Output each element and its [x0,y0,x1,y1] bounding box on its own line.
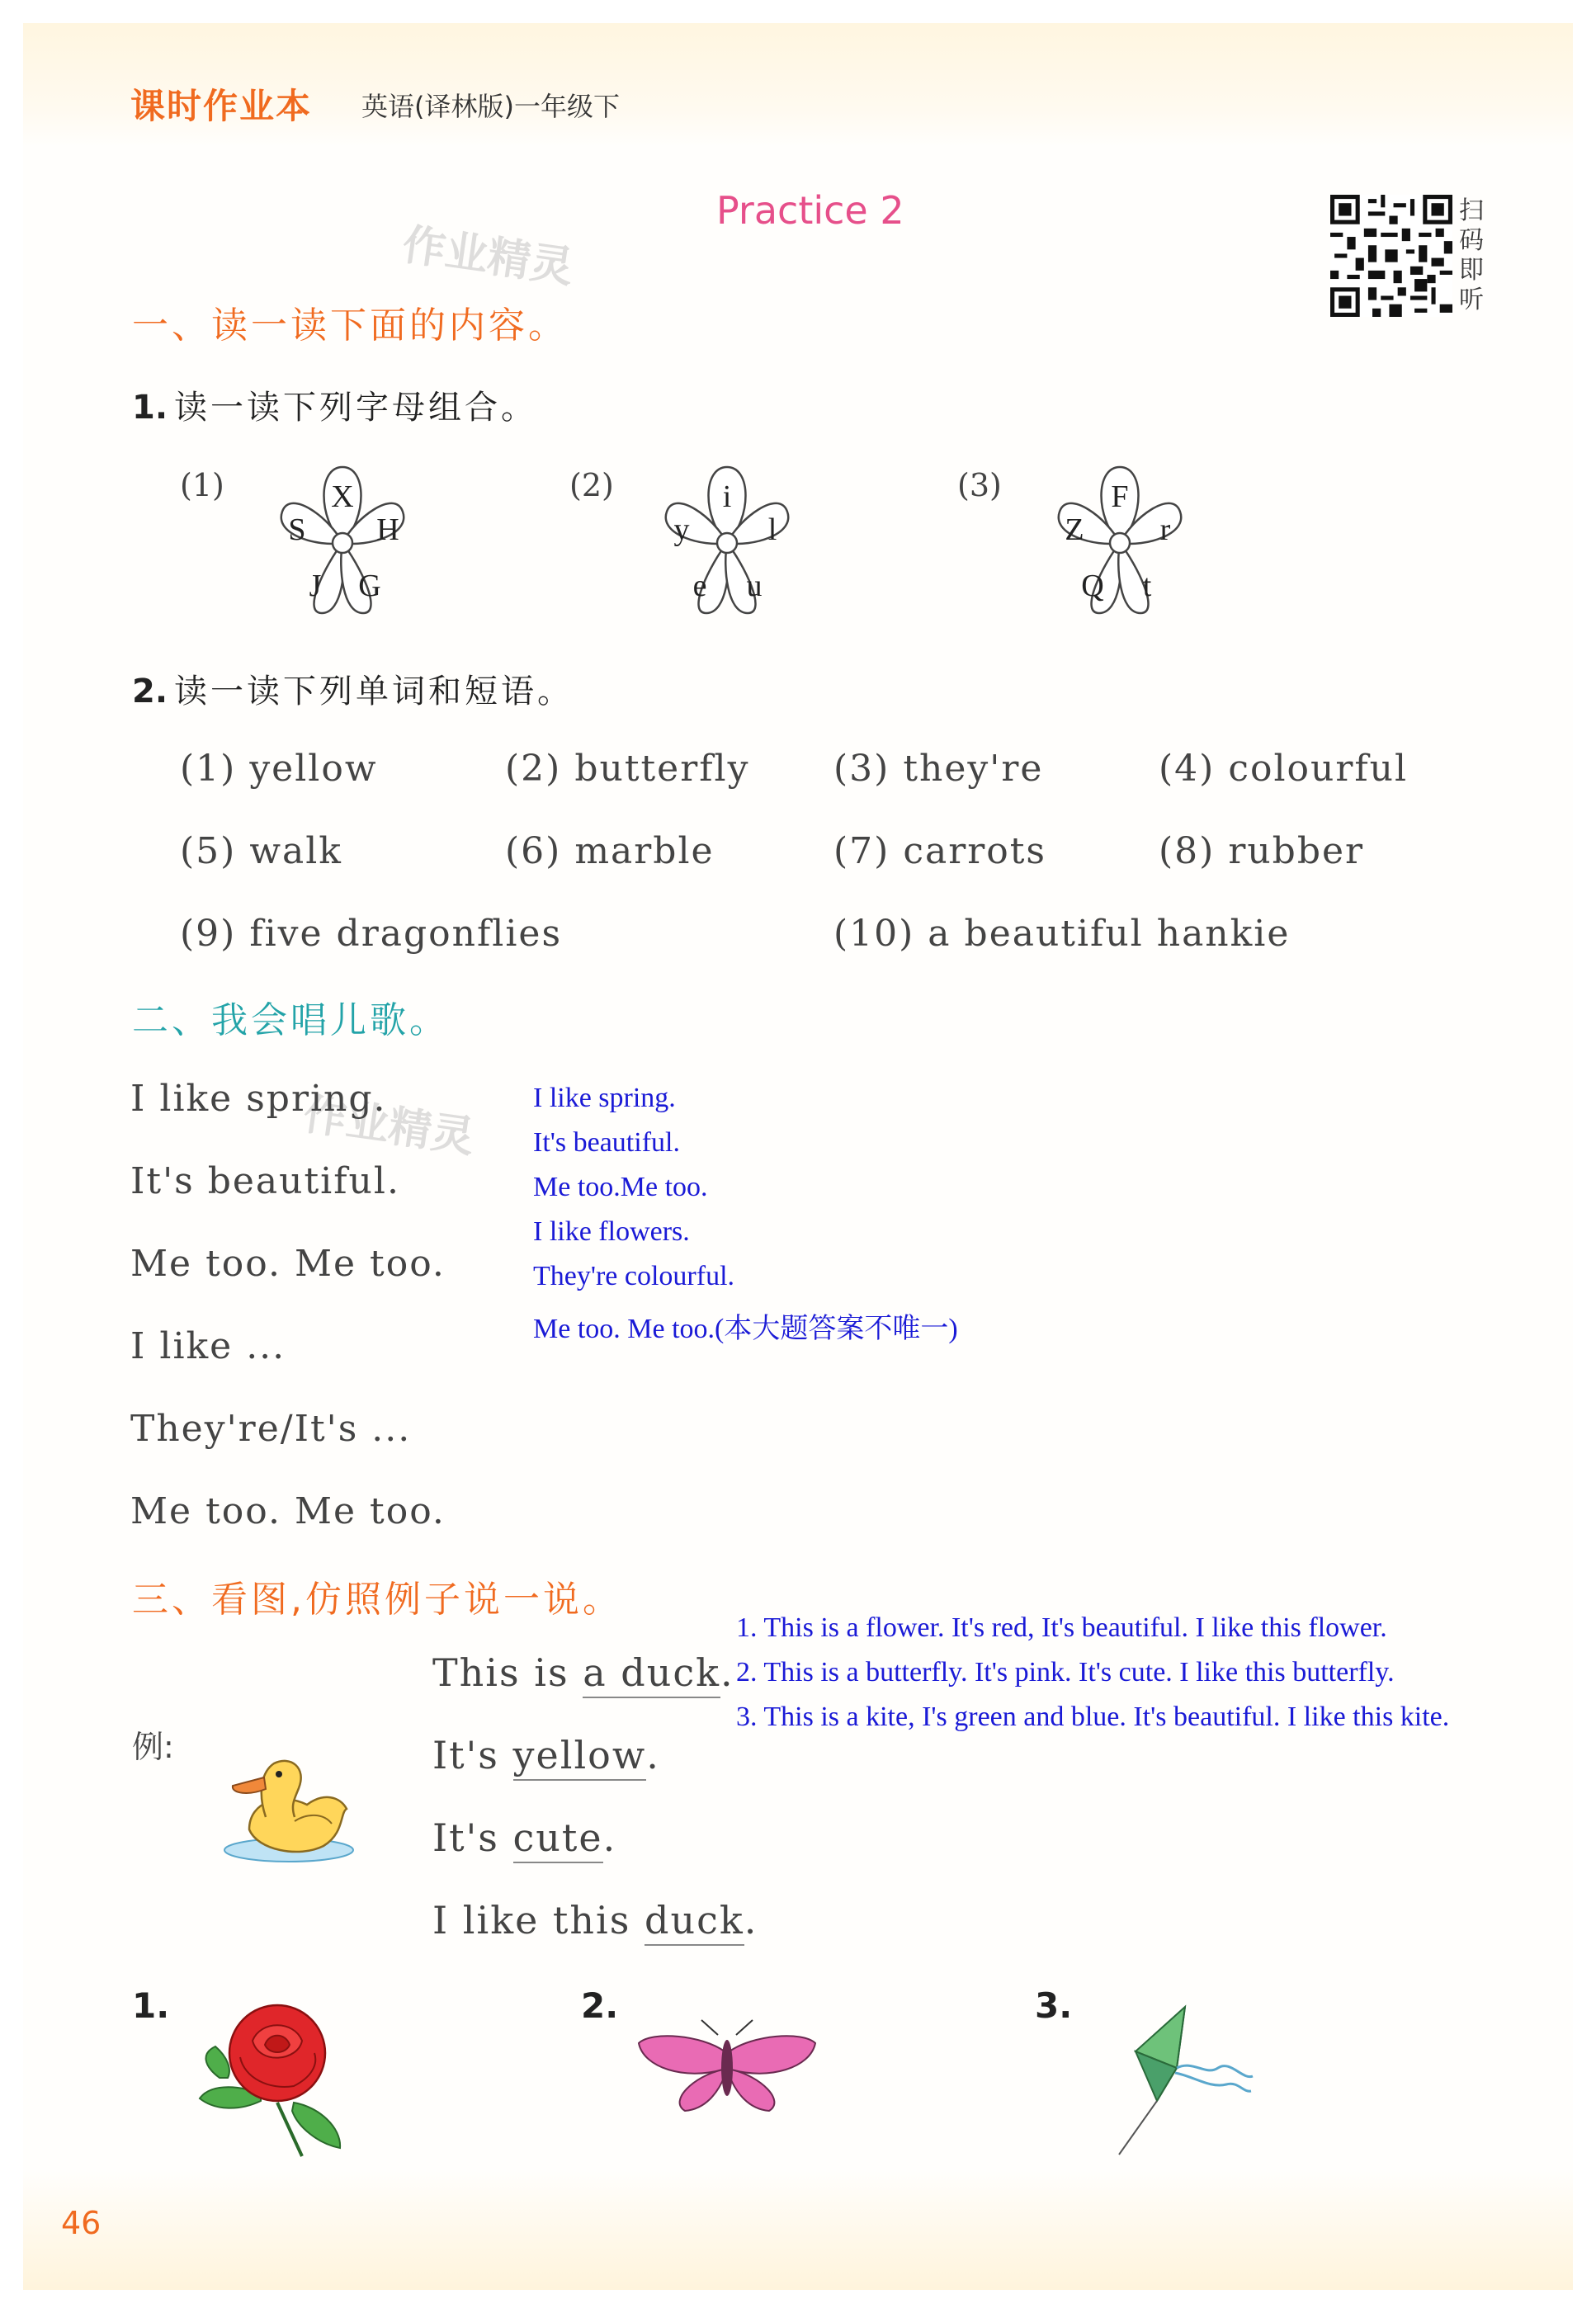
section-2-heading: 二、我会唱儿歌。 [132,999,449,1041]
example-text: It's [432,1815,513,1860]
answer-line: 3. This is a kite, I's green and blue. It's beautiful. I like this kite. [736,1702,1450,1732]
example-line [432,1733,660,1781]
flower-letter: y [673,512,690,547]
example-blank: duck [645,1898,744,1946]
duck-picture [216,1726,355,1868]
song-line: It's beautiful. [130,1160,400,1202]
flower-letter: S [288,512,306,547]
kite-picture [1111,2002,1256,2159]
word-item: (5) walk [180,830,342,872]
rose-picture [195,1995,352,2160]
flower-letter: H [376,512,399,547]
word-item: (3) they're [833,748,1044,790]
item-number: 1. [132,1985,170,2026]
answer-line: I like flowers. [533,1216,690,1247]
example-blank: yellow [513,1733,647,1781]
word-item: (1) yellow [180,748,378,790]
group-label: (3) [957,467,1002,503]
answer-line: Me too.Me too. [533,1172,708,1202]
qr-caption: 扫码即听 [1459,196,1484,314]
answer-line: They're colourful. [533,1261,735,1291]
watermark: 作业精灵 [300,1089,478,1164]
answer-line: 2. This is a butterfly. It's pink. It's cute. I like this butterfly. [736,1657,1395,1688]
song-line: They're/It's ... [130,1408,412,1450]
item-number: 3. [1035,1985,1073,2026]
word-item: (4) colourful [1159,748,1409,790]
example-label: 例: [132,1729,174,1765]
word-item: (8) rubber [1159,830,1365,872]
example-line [432,1815,616,1863]
example-text: . [602,1815,617,1860]
part-instruction: 读一读下列单词和短语。 [174,673,574,710]
answer-line: It's beautiful. [533,1127,680,1158]
word-item: (2) butterfly [505,748,750,790]
flower-letter: l [767,512,777,547]
flower-letter: u [746,569,763,603]
flower-letter: Q [1081,569,1104,603]
example-line [432,1898,758,1946]
answer-line: Me too. Me too.(本大题答案不唯一) [533,1314,958,1344]
example-text: I like this [432,1898,645,1942]
flower-letter: i [722,479,732,514]
letter-flower [1050,460,1190,617]
flower-letter: Z [1065,512,1084,547]
example-text: It's [432,1733,513,1777]
example-text: This is [432,1650,583,1695]
word-item: (7) carrots [833,830,1047,872]
answer-line: 1. This is a flower. It's red, It's beautiful. I like this flower. [736,1612,1387,1643]
butterfly-picture [635,2018,819,2117]
song-line: I like ... [130,1325,286,1367]
group-label: (2) [569,467,614,503]
song-line: Me too. Me too. [130,1243,446,1285]
flower-letter: J [309,569,322,603]
flower-letter: F [1111,479,1129,514]
section-3-heading: 三、看图,仿照例子说一说。 [132,1579,622,1621]
group-label: (1) [180,467,224,503]
section-1-part-2 [132,665,574,712]
example-text: . [720,1650,734,1695]
section-1-heading: 一、读一读下面的内容。 [132,304,568,347]
qr-code-icon[interactable] [1330,195,1452,317]
word-item: (9) five dragonflies [180,913,563,955]
letter-flower [657,460,797,617]
example-text: . [646,1733,660,1777]
page-title: Practice 2 [716,188,904,233]
header-brand: 课时作业本 [130,86,313,126]
watermark: 作业精灵 [399,219,577,294]
part-number: 2. [132,673,168,710]
item-number: 2. [581,1985,619,2026]
song-line: I like spring. [130,1078,387,1120]
footer-band [23,2170,1573,2290]
page-number: 46 [61,2205,102,2241]
word-item: (10) a beautiful hankie [833,913,1291,955]
example-blank: cute [513,1815,603,1863]
flower-letter: r [1159,512,1171,547]
answer-line: I like spring. [533,1083,676,1113]
header-subtitle: 英语(译林版)一年级下 [361,91,620,122]
part-instruction: 读一读下列字母组合。 [174,389,538,427]
flower-letter: e [692,569,707,603]
flower-letter: t [1142,569,1152,603]
word-item: (6) marble [505,830,715,872]
flower-letter: X [331,479,354,514]
section-1-part-1 [132,381,537,428]
letter-flower [272,460,413,617]
example-text: . [744,1898,758,1942]
part-number: 1. [132,389,168,427]
page [23,23,1573,2290]
flower-letter: G [358,569,381,603]
example-line [432,1650,734,1698]
example-blank: a duck [583,1650,720,1698]
song-line: Me too. Me too. [130,1490,446,1532]
